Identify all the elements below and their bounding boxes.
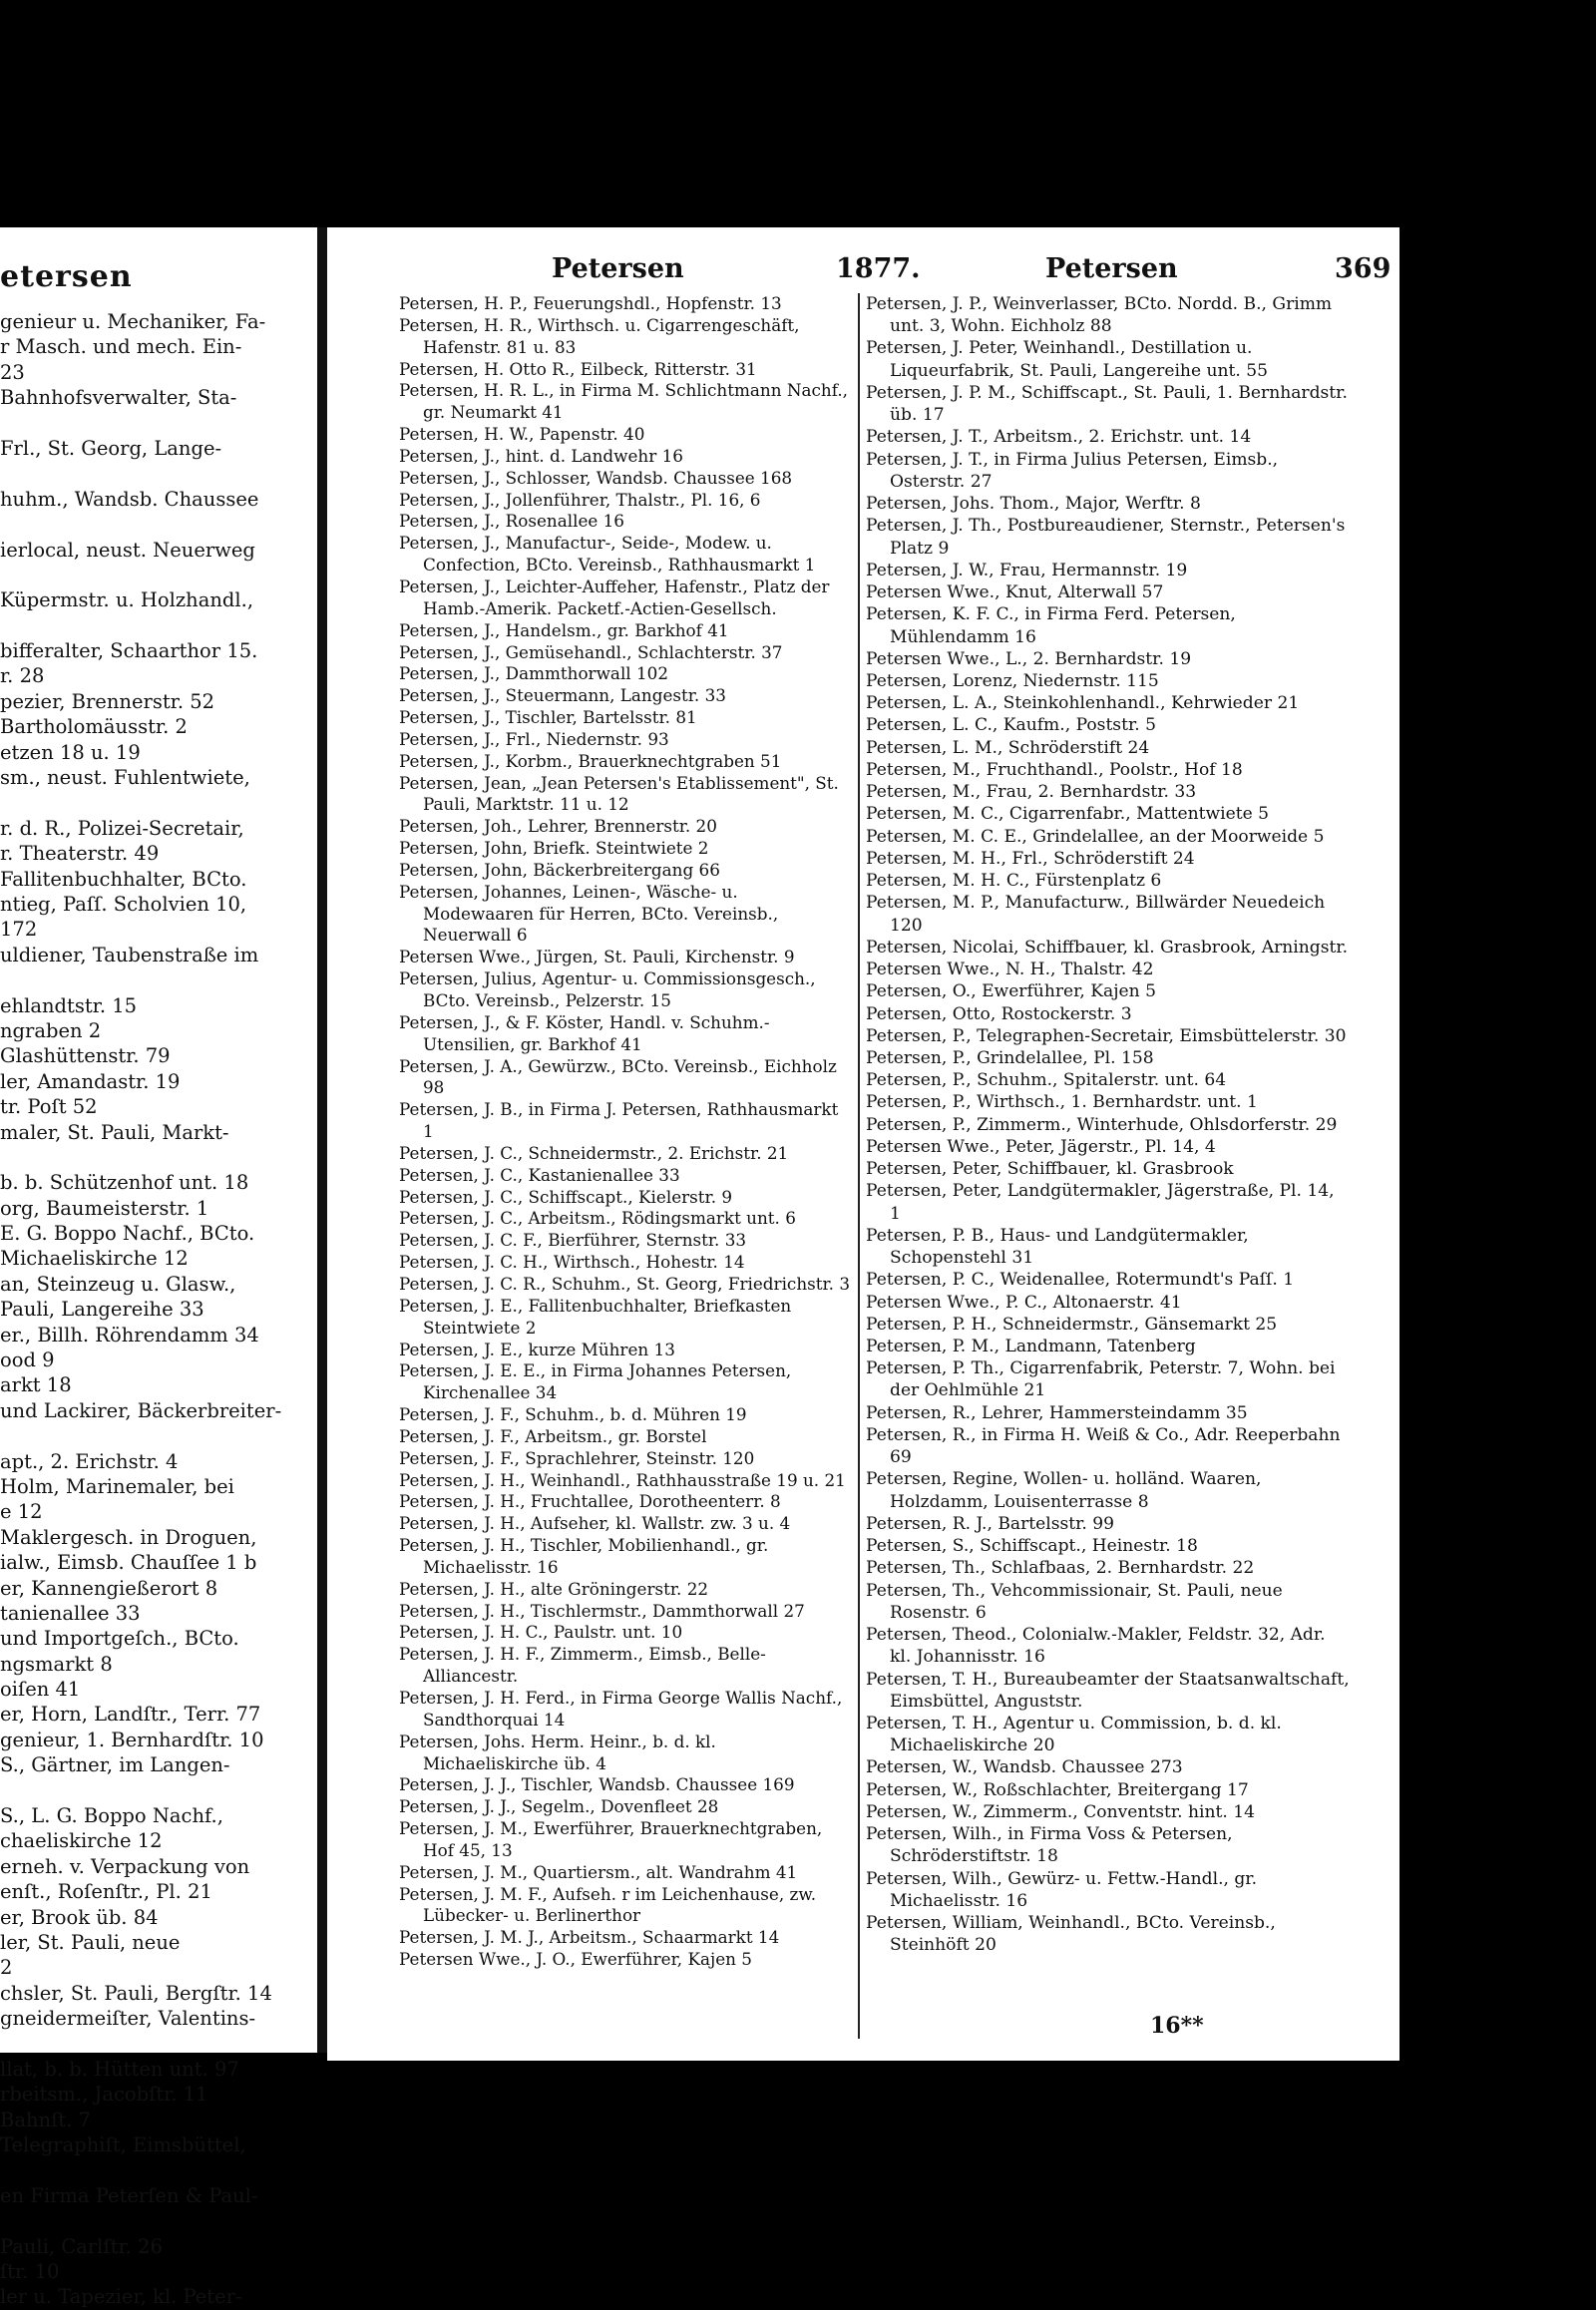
directory-entry: Petersen, Th., Schlafbaas, 2. Bernhardstr. 22	[866, 1558, 1255, 1579]
directory-entry: Petersen, J. H., Fruchtallee, Dorotheenterr. 8	[399, 1491, 781, 1512]
column-right	[866, 293, 1350, 1957]
previous-page-line: sm., neust. Fuhlentwiete,	[0, 766, 250, 790]
directory-entry: Petersen, John, Briefk. Steintwiete 2	[399, 838, 709, 859]
directory-entry: Petersen, P., Wirthsch., 1. Bernhardstr. unt. 1	[866, 1092, 1258, 1113]
previous-page-line: chaeliskirche 12	[0, 1829, 163, 1853]
directory-entry: Petersen Wwe., Knut, Alterwall 57	[866, 582, 1164, 603]
directory-entry: Petersen, M. C., Cigarrenfabr., Mattentwiete 5	[866, 804, 1270, 825]
directory-entry: Petersen, J. H., alte Gröningerstr. 22	[399, 1578, 709, 1599]
directory-entry: Petersen, J. Th., Postbureaudiener, Sternstr., Petersen's Platz 9	[866, 516, 1346, 559]
previous-page-line: Bahnſt. 7	[0, 2108, 91, 2131]
previous-page-line: ler, Amandastr. 19	[0, 1069, 181, 1093]
previous-page-line: apt., 2. Erichstr. 4	[0, 1449, 179, 1473]
previous-page-line: Frl., St. Georg, Lange-	[0, 436, 222, 460]
previous-page-line: r. d. R., Polizei-Secretair,	[0, 816, 244, 840]
directory-entry: Petersen, J. C., Kastanienallee 33	[399, 1164, 680, 1185]
directory-entry: Petersen, J., Schlosser, Wandsb. Chaussee 168	[399, 467, 793, 488]
previous-page-line: erneh. v. Verpackung von	[0, 1854, 250, 1878]
directory-entry: Petersen, J. F., Sprachlehrer, Steinstr. 120	[399, 1447, 755, 1468]
previous-page-line: er, Kannengießerort 8	[0, 1576, 218, 1600]
directory-entry: Petersen, J., & F. Köster, Handl. v. Schuhm.-Utensilien, gr. Barkhof 41	[399, 1011, 770, 1054]
previous-page-line: Glashüttenstr. 79	[0, 1044, 171, 1068]
directory-entry: Petersen, M. P., Manufacturw., Billwärder Neuedeich 120	[866, 893, 1326, 936]
running-head-left: Petersen	[552, 253, 684, 284]
previous-page-line: Michaeliskirche 12	[0, 1247, 189, 1271]
directory-entry: Petersen, J. J., Segelm., Dovenfleet 28	[399, 1796, 719, 1817]
previous-page-line: maler, St. Pauli, Markt-	[0, 1120, 229, 1144]
directory-entry: Petersen, H. Otto R., Eilbeck, Ritterstr. 31	[399, 358, 757, 379]
directory-entry: Petersen, Johs. Thom., Major, Werftr. 8	[866, 494, 1201, 515]
directory-entry: Petersen, J. A., Gewürzw., BCto. Vereinsb., Eichholz 98	[399, 1055, 837, 1098]
directory-entry: Petersen, J. F., Arbeitsm., gr. Borstel	[399, 1425, 707, 1446]
directory-entry: Petersen, H. R. L., in Firma M. Schlichtmann Nachf., gr. Neumarkt 41	[399, 380, 849, 423]
directory-entry: Petersen, J. T., in Firma Julius Petersen, Eimsb., Osterstr. 27	[866, 449, 1279, 492]
directory-entry: Petersen, Theod., Colonialw.-Makler, Feldstr. 32, Adr. kl. Johannisstr. 16	[866, 1625, 1326, 1668]
previous-page-line: Fallitenbuchhalter, BCto.	[0, 867, 247, 891]
directory-entry: Petersen, J. H., Aufseher, kl. Wallstr. zw. 3 u. 4	[399, 1513, 791, 1534]
directory-entry: Petersen, J. E., kurze Mühren 13	[399, 1339, 675, 1359]
directory-entry: Petersen, Otto, Rostockerstr. 3	[866, 1003, 1132, 1024]
directory-entry: Petersen, P. Th., Cigarrenfabrik, Peterstr. 7, Wohn. bei der Oehlmühle 21	[866, 1358, 1336, 1401]
directory-entry: Petersen, J. C. H., Wirthsch., Hohestr. 14	[399, 1252, 745, 1273]
previous-page-line: ſtr. 10	[0, 2260, 60, 2284]
previous-page-line	[0, 2208, 317, 2233]
directory-entry: Petersen, Wilh., Gewürz- u. Fettw.-Handl., gr. Michaelisstr. 16	[866, 1868, 1258, 1911]
previous-page-line: Pauli, Carlſtr. 26	[0, 2234, 163, 2258]
directory-entry: Petersen, P. M., Landmann, Tatenberg	[866, 1337, 1196, 1357]
previous-page-line: 172	[0, 918, 38, 942]
previous-page-line: ehlandtstr. 15	[0, 993, 138, 1017]
previous-page-line: er, Horn, Landſtr., Terr. 77	[0, 1703, 261, 1727]
directory-entry: Petersen, J. M. J., Arbeitsm., Schaarmarkt 14	[399, 1927, 780, 1948]
previous-page-line: Holm, Marinemaler, bei	[0, 1474, 234, 1498]
directory-entry: Petersen, W., Zimmerm., Conventstr. hint. 14	[866, 1801, 1256, 1822]
directory-entry: Petersen, W., Roßschlachter, Breitergang 17	[866, 1779, 1249, 1800]
directory-entry: Petersen Wwe., Peter, Jägerstr., Pl. 14, 4	[866, 1136, 1216, 1157]
directory-entry: Petersen, H. P., Feuerungshdl., Hopfenstr. 13	[399, 293, 782, 313]
previous-page-line: ler, St. Pauli, neue	[0, 1931, 181, 1954]
previous-page-line: Bartholomäusstr. 2	[0, 715, 188, 739]
directory-entry: Petersen, J., Rosenallee 16	[399, 511, 624, 532]
directory-entry: Petersen, Peter, Landgütermakler, Jägerstraße, Pl. 14, 1	[866, 1181, 1335, 1224]
directory-entry: Petersen, P., Grindelallee, Pl. 158	[866, 1047, 1154, 1068]
previous-page-line: und Importgeſch., BCto.	[0, 1627, 239, 1651]
directory-entry: Petersen, M. H. C., Fürstenplatz 6	[866, 871, 1162, 892]
previous-page-line	[0, 967, 317, 992]
directory-entry: Petersen, Nicolai, Schiffbauer, kl. Grasbrook, Arningstr.	[866, 937, 1349, 958]
directory-entry: Petersen, K. F. C., in Firma Ferd. Petersen, Mühlendamm 16	[866, 604, 1236, 647]
previous-page-line: an, Steinzeug u. Glasw.,	[0, 1272, 236, 1296]
directory-entry: Petersen, Th., Vehcommissionair, St. Pauli, neue Rosenstr. 6	[866, 1580, 1283, 1623]
directory-entry: Petersen, J. J., Tischler, Wandsb. Chaussee 169	[399, 1774, 795, 1795]
previous-page-line: bifferalter, Schaarthor 15.	[0, 639, 258, 663]
previous-page-line: gneidermeiſter, Valentins-	[0, 2007, 256, 2031]
directory-entry: Petersen, J. C., Schiffscapt., Kielerstr. 9	[399, 1186, 733, 1207]
previous-page-line	[0, 512, 317, 537]
page-number: 369	[1335, 253, 1392, 284]
previous-page-fragment	[0, 227, 317, 2309]
directory-entry: Petersen, William, Weinhandl., BCto. Vereinsb., Steinhöft 20	[866, 1913, 1276, 1956]
directory-entry: Petersen, H. W., Papenstr. 40	[399, 424, 645, 445]
directory-entry: Petersen, R. J., Bartelsstr. 99	[866, 1513, 1115, 1534]
directory-entry: Petersen, P., Telegraphen-Secretair, Eimsbüttelerstr. 30	[866, 1025, 1347, 1046]
previous-page-line: S., L. G. Boppo Nachf.,	[0, 1804, 223, 1828]
directory-entry: Petersen, Johannes, Leinen-, Wäsche- u. Modewaaren für Herren, BCto. Vereinsb., Neuerwall 6	[399, 881, 779, 946]
directory-entry: Petersen, Jean, „Jean Petersen's Etablissement", St. Pauli, Marktstr. 11 u. 12	[399, 772, 839, 815]
previous-page-line: Telegraphiſt, Eimsbüttel,	[0, 2133, 246, 2157]
directory-entry: Petersen, J. M., Quartiersm., alt. Wandrahm 41	[399, 1861, 798, 1882]
directory-entry: Petersen, J. T., Arbeitsm., 2. Erichstr. unt. 14	[866, 427, 1252, 448]
previous-page-line: arkt 18	[0, 1373, 72, 1397]
previous-page-line: tr. Poſt 52	[0, 1095, 98, 1119]
directory-entry: Petersen, Regine, Wollen- u. holländ. Waaren, Holzdamm, Louisenterrasse 8	[866, 1469, 1262, 1512]
previous-page-line: Pauli, Langereihe 33	[0, 1298, 204, 1322]
directory-entry: Petersen, T. H., Agentur u. Commission, b. d. kl. Michaeliskirche 20	[866, 1714, 1282, 1756]
signature-mark: 16**	[1150, 2013, 1204, 2039]
directory-entry: Petersen, M., Fruchthandl., Poolstr., Hof 18	[866, 759, 1243, 780]
scan-border	[1399, 227, 1596, 2061]
directory-entry: Petersen, J. H., Tischlermstr., Dammthorwall 27	[399, 1600, 805, 1621]
directory-entry: Petersen, J., hint. d. Landwehr 16	[399, 445, 683, 466]
directory-entry: Petersen, J. C., Schneidermstr., 2. Erichstr. 21	[399, 1142, 789, 1163]
previous-page-line: 2	[0, 1956, 13, 1980]
previous-page-line: pezier, Brennerstr. 52	[0, 689, 215, 713]
directory-entry: Petersen, J. C., Arbeitsm., Rödingsmarkt unt. 6	[399, 1208, 796, 1229]
previous-page-line: ngraben 2	[0, 1018, 102, 1042]
previous-page-line: r Masch. und mech. Ein-	[0, 335, 242, 359]
page-gutter	[317, 227, 327, 2053]
previous-page-line: e 12	[0, 1500, 43, 1524]
directory-entry: Petersen, H. R., Wirthsch. u. Cigarrengeschäft, Hafenstr. 81 u. 83	[399, 314, 800, 357]
previous-page-line: genieur u. Mechaniker, Fa-	[0, 310, 266, 333]
directory-entry: Petersen, P., Schuhm., Spitalerstr. unt. 64	[866, 1070, 1227, 1091]
directory-entry: Petersen Wwe., N. H., Thalstr. 42	[866, 960, 1154, 980]
previous-page-line: uldiener, Taubenstraße im	[0, 943, 259, 966]
previous-page-line	[0, 613, 317, 638]
directory-entry: Petersen, P., Zimmerm., Winterhude, Ohlsdorferstr. 29	[866, 1114, 1338, 1135]
directory-entry: Petersen, J., Leichter-Auffeher, Hafenstr., Platz der Hamb.-Amerik. Packetf.-Actien-Gesellsch.	[399, 576, 830, 618]
directory-entry: Petersen Wwe., P. C., Altonaerstr. 41	[866, 1292, 1182, 1313]
directory-entry: Petersen, J., Jollenführer, Thalstr., Pl. 16, 6	[399, 489, 761, 510]
directory-entry: Petersen, J. P., Weinverlasser, BCto. Nordd. B., Grimm unt. 3, Wohn. Eichholz 88	[866, 294, 1333, 337]
directory-entry: Petersen, P. C., Weidenallee, Rotermundt's Paſſ. 1	[866, 1270, 1295, 1291]
directory-entry: Petersen, M., Frau, 2. Bernhardstr. 33	[866, 782, 1197, 803]
directory-entry: Petersen, J. H., Weinhandl., Rathhausstraße 19 u. 21	[399, 1469, 846, 1490]
directory-entry: Petersen, J., Manufactur-, Seide-, Modew. u. Confection, BCto. Vereinsb., Rathhausmarkt 1	[399, 533, 816, 576]
previous-page-line	[0, 1145, 317, 1170]
previous-page-line	[0, 2032, 317, 2057]
directory-entry: Petersen, J. W., Frau, Hermannstr. 19	[866, 560, 1188, 580]
previous-page-line: ood 9	[0, 1348, 55, 1372]
previous-page-line	[0, 1423, 317, 1448]
directory-entry: Petersen, R., Lehrer, Hammersteindamm 35	[866, 1402, 1248, 1423]
directory-entry: Petersen, J., Frl., Niedernstr. 93	[399, 728, 669, 749]
directory-entry: Petersen, J. C. R., Schuhm., St. Georg, Friedrichstr. 3	[399, 1273, 851, 1294]
directory-entry: Petersen, J. E., Fallitenbuchhalter, Briefkasten Steintwiete 2	[399, 1295, 792, 1338]
directory-entry: Petersen, J. C. F., Bierführer, Sternstr. 33	[399, 1230, 747, 1251]
directory-entry: Petersen, P. B., Haus- und Landgütermakler, Schopenstehl 31	[866, 1225, 1249, 1269]
directory-entry: Petersen, J. H., Tischler, Mobilienhandl., gr. Michaelisstr. 16	[399, 1535, 769, 1577]
running-head-right: Petersen	[1045, 253, 1178, 284]
directory-entry: Petersen, J. M. F., Aufseh. r im Leichenhause, zw. Lübecker- u. Berlinerthor	[399, 1883, 817, 1926]
directory-entry: Petersen, J. E. E., in Firma Johannes Petersen, Kirchenallee 34	[399, 1360, 792, 1403]
directory-entry: Petersen, J., Gemüsehandl., Schlachterstr. 37	[399, 641, 783, 662]
directory-entry: Petersen, J. P. M., Schiffscapt., St. Pauli, 1. Bernhardstr. üb. 17	[866, 382, 1348, 426]
previous-page-line: en Firma Peterſen & Paul-	[0, 2183, 258, 2207]
previous-page-line: llat, b. b. Hütten unt. 97	[0, 2057, 239, 2081]
directory-entry: Petersen Wwe., Jürgen, St. Pauli, Kirchenstr. 9	[399, 947, 795, 967]
directory-entry: Petersen, L. M., Schröderstift 24	[866, 737, 1150, 758]
directory-entry: Petersen, John, Bäckerbreitergang 66	[399, 859, 720, 880]
previous-page-line: ierlocal, neust. Neuerweg	[0, 538, 255, 562]
previous-page-line	[0, 563, 317, 587]
directory-entry: Petersen, J., Dammthorwall 102	[399, 663, 669, 684]
directory-entry: Petersen, J., Tischler, Bartelsstr. 81	[399, 707, 697, 728]
previous-page-line: 23	[0, 360, 25, 384]
directory-entry: Petersen, L. A., Steinkohlenhandl., Kehrwieder 21	[866, 693, 1300, 714]
directory-entry: Petersen, J. H. Ferd., in Firma George Wallis Nachf., Sandthorquai 14	[399, 1688, 843, 1730]
previous-page-line: S., Gärtner, im Langen-	[0, 1753, 230, 1777]
directory-entry: Petersen, J. H. F., Zimmerm., Eimsb., Belle-Alliancestr.	[399, 1644, 766, 1687]
previous-page-line: und Lackirer, Bäckerbreiter-	[0, 1398, 282, 1422]
directory-entry: Petersen, L. C., Kaufm., Poststr. 5	[866, 715, 1156, 736]
previous-page-line: etzen 18 u. 19	[0, 740, 141, 764]
directory-entry: Petersen, M. H., Frl., Schröderstift 24	[866, 848, 1195, 869]
previous-page-line	[0, 2158, 317, 2183]
column-divider	[858, 293, 860, 2039]
directory-entry: Petersen Wwe., L., 2. Bernhardstr. 19	[866, 648, 1192, 669]
previous-page-line: tanienallee 33	[0, 1601, 141, 1625]
previous-running-head: etersen	[0, 259, 133, 294]
previous-page-line: er, Brook üb. 84	[0, 1905, 159, 1929]
directory-entry: Petersen, Johs. Herm. Heinr., b. d. kl. Michaeliskirche üb. 4	[399, 1731, 716, 1773]
previous-page-line: enſt., Roſenſtr., Pl. 21	[0, 1880, 212, 1904]
previous-page-line	[0, 1778, 317, 1803]
directory-entry: Petersen, J. M., Ewerführer, Brauerknechtgraben, Hof 45, 13	[399, 1818, 823, 1860]
directory-entry: Petersen, T. H., Bureaubeamter der Staatsanwaltschaft, Eimsbüttel, Anguststr.	[866, 1669, 1350, 1712]
directory-entry: Petersen Wwe., J. O., Ewerführer, Kajen 5	[399, 1949, 752, 1970]
directory-entry: Petersen, W., Wandsb. Chaussee 273	[866, 1757, 1183, 1778]
previous-page-line: chsler, St. Pauli, Bergſtr. 14	[0, 1981, 272, 2005]
directory-entry: Petersen, J., Handelsm., gr. Barkhof 41	[399, 619, 729, 640]
directory-entry: Petersen, J., Steuermann, Langestr. 33	[399, 685, 726, 706]
previous-page-line	[0, 790, 317, 815]
directory-entry: Petersen, Julius, Agentur- u. Commissionsgesch., BCto. Vereinsb., Pelzerstr. 15	[399, 968, 816, 1010]
directory-entry: Petersen, Peter, Schiffbauer, kl. Grasbrook	[866, 1159, 1234, 1180]
page	[327, 227, 1399, 2061]
directory-entry: Petersen, Wilh., in Firma Voss & Petersen, Schröderstiftstr. 18	[866, 1824, 1233, 1867]
previous-page-line	[0, 461, 317, 486]
directory-entry: Petersen, Lorenz, Niedernstr. 115	[866, 670, 1159, 691]
column-left	[399, 293, 854, 1971]
previous-page-line: Küpermstr. u. Holzhandl.,	[0, 588, 254, 612]
directory-entry: Petersen, O., Ewerführer, Kajen 5	[866, 981, 1156, 1002]
directory-entry: Petersen, Joh., Lehrer, Brennerstr. 20	[399, 816, 717, 837]
previous-page-line: r. 28	[0, 664, 45, 688]
previous-page-line: ialw., Eimsb. Chauſſee 1 b	[0, 1551, 257, 1575]
previous-page-line: r. Theaterstr. 49	[0, 842, 160, 866]
previous-page-lines	[0, 309, 317, 2310]
running-head-year: 1877.	[836, 253, 921, 284]
previous-page-line: ngsmarkt 8	[0, 1652, 113, 1676]
directory-entry: Petersen, R., in Firma H. Weiß & Co., Adr. Reeperbahn 69	[866, 1424, 1341, 1468]
directory-entry: Petersen, J. F., Schuhm., b. d. Mühren 19	[399, 1404, 747, 1425]
directory-entry: Petersen, J., Korbm., Brauerknechtgraben 51	[399, 750, 782, 771]
previous-page-line: genieur, 1. Bernhardſtr. 10	[0, 1728, 264, 1751]
directory-entry: Petersen, S., Schiffscapt., Heinestr. 18	[866, 1536, 1198, 1557]
previous-page-line: er., Billh. Röhrendamm 34	[0, 1323, 259, 1347]
previous-page-line: org, Baumeisterstr. 1	[0, 1196, 209, 1220]
previous-page-line: E. G. Boppo Nachf., BCto.	[0, 1222, 255, 1246]
directory-entry: Petersen, M. C. E., Grindelallee, an der Moorweide 5	[866, 826, 1325, 847]
previous-page-line: rbeitsm., Jacobſtr. 11	[0, 2083, 208, 2107]
previous-page-line: Maklergesch. in Droguen,	[0, 1525, 257, 1549]
previous-page-line: b. b. Schützenhof unt. 18	[0, 1171, 249, 1195]
previous-page-line: huhm., Wandsb. Chaussee	[0, 487, 259, 511]
directory-entry: Petersen, P. H., Schneidermstr., Gänsemarkt 25	[866, 1314, 1278, 1335]
previous-page-line: ntieg, Paſſ. Scholvien 10,	[0, 892, 247, 916]
previous-page-line: oiſen 41	[0, 1678, 81, 1702]
previous-page-line: Bahnhofsverwalter, Sta-	[0, 386, 237, 410]
directory-entry: Petersen, J. Peter, Weinhandl., Destillation u. Liqueurfabrik, St. Pauli, Langereihe unt. 55	[866, 338, 1269, 381]
previous-page-line: ler u. Tapezier, kl. Peter-	[0, 2285, 242, 2309]
previous-page-line	[0, 411, 317, 436]
directory-entry: Petersen, J. B., in Firma J. Petersen, Rathhausmarkt 1	[399, 1099, 839, 1142]
running-head	[327, 253, 1399, 293]
directory-entry: Petersen, J. H. C., Paulstr. unt. 10	[399, 1622, 683, 1643]
